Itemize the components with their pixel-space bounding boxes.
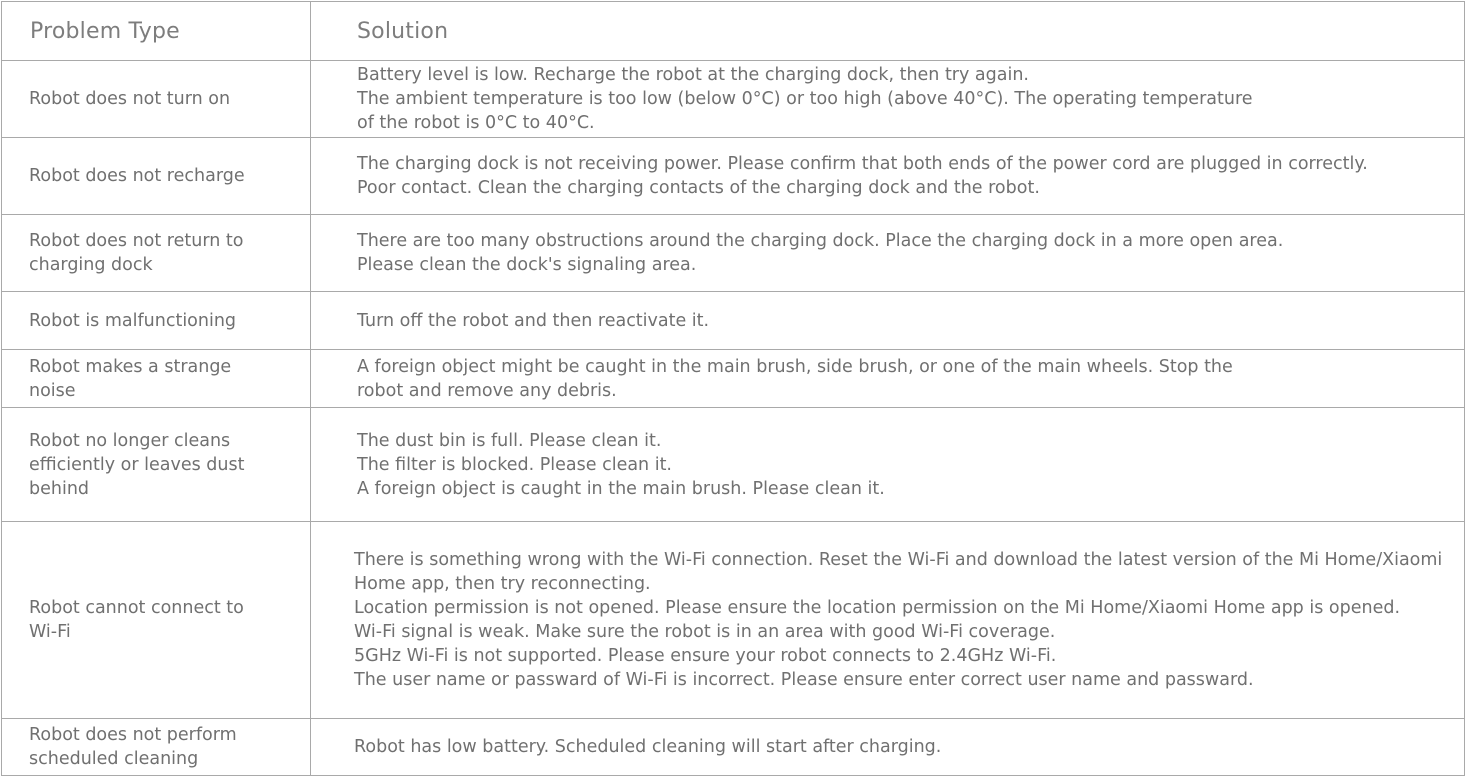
solution-line: A foreign object might be caught in the main brush, side brush, or one of the main wheels. Stop the robot and remove any debris. bbox=[357, 356, 1233, 401]
solution-line: The ambient temperature is too low (below 0°C) or too high (above 40°C). The operating temperature of the robot is 0°C to 40°C. bbox=[357, 89, 1253, 133]
table-row bbox=[2, 719, 1465, 776]
solution-cell bbox=[311, 215, 1465, 292]
table-row bbox=[2, 138, 1465, 215]
header-row bbox=[2, 2, 1465, 61]
solution-header: Solution bbox=[311, 2, 1465, 61]
problem-cell: Robot does not turn on bbox=[2, 61, 311, 138]
table-row bbox=[2, 408, 1465, 522]
solution-line: Location permission is not opened. Please ensure the location permission on the Mi Home/Xiaomi Home app is opened. bbox=[354, 598, 1401, 618]
problem-cell: Robot is malfunctioning bbox=[2, 292, 311, 350]
solution-line: A foreign object is caught in the main brush. Please clean it. bbox=[357, 478, 885, 499]
solution-line: There are too many obstructions around the charging dock. Place the charging dock in a more open area. bbox=[357, 231, 1284, 251]
table-row bbox=[2, 292, 1465, 350]
problem-cell: Robot no longer cleans efficiently or leaves dust behind bbox=[2, 408, 311, 522]
troubleshooting-table bbox=[1, 1, 1465, 776]
solution-line: Robot has low battery. Scheduled cleaning will start after charging. bbox=[354, 737, 942, 757]
solution-cell bbox=[311, 522, 1465, 719]
solution-line: Battery level is low. Recharge the robot at the charging dock, then try again. bbox=[357, 65, 1029, 85]
solution-line: The user name or passward of Wi-Fi is incorrect. Please ensure enter correct user name and passward. bbox=[354, 670, 1254, 690]
solution-cell bbox=[311, 350, 1465, 408]
table-row bbox=[2, 61, 1465, 138]
solution-line: 5GHz Wi-Fi is not supported. Please ensure your robot connects to 2.4GHz Wi-Fi. bbox=[354, 646, 1057, 666]
solution-line: There is something wrong with the Wi-Fi connection. Reset the Wi-Fi and download the latest version of the Mi Home/Xiaomi Home app, then try reconnecting. bbox=[354, 550, 1443, 594]
solution-line: Please clean the dock's signaling area. bbox=[357, 255, 697, 275]
solution-line: Turn off the robot and then reactivate it. bbox=[357, 310, 710, 331]
solution-line: Wi-Fi signal is weak. Make sure the robot is in an area with good Wi-Fi coverage. bbox=[354, 622, 1056, 642]
solution-line: The filter is blocked. Please clean it. bbox=[357, 454, 672, 475]
problem-cell: Robot does not return to charging dock bbox=[2, 215, 311, 292]
solution-line: The charging dock is not receiving power. Please confirm that both ends of the power cord are plugged in correctly. bbox=[357, 154, 1368, 174]
solution-cell bbox=[311, 61, 1465, 138]
table-row bbox=[2, 350, 1465, 408]
solution-cell bbox=[311, 408, 1465, 522]
problem-cell: Robot makes a strange noise bbox=[2, 350, 311, 408]
problem-cell: Robot cannot connect to Wi-Fi bbox=[2, 522, 311, 719]
problem-cell: Robot does not perform scheduled cleaning bbox=[2, 719, 311, 776]
solution-cell bbox=[311, 719, 1465, 776]
table-row bbox=[2, 215, 1465, 292]
problem-type-header: Problem Type bbox=[2, 2, 311, 61]
solution-cell bbox=[311, 138, 1465, 215]
problem-cell: Robot does not recharge bbox=[2, 138, 311, 215]
table-row bbox=[2, 522, 1465, 719]
solution-cell bbox=[311, 292, 1465, 350]
solution-line: Poor contact. Clean the charging contacts of the charging dock and the robot. bbox=[357, 178, 1040, 198]
solution-line: The dust bin is full. Please clean it. bbox=[357, 430, 662, 451]
